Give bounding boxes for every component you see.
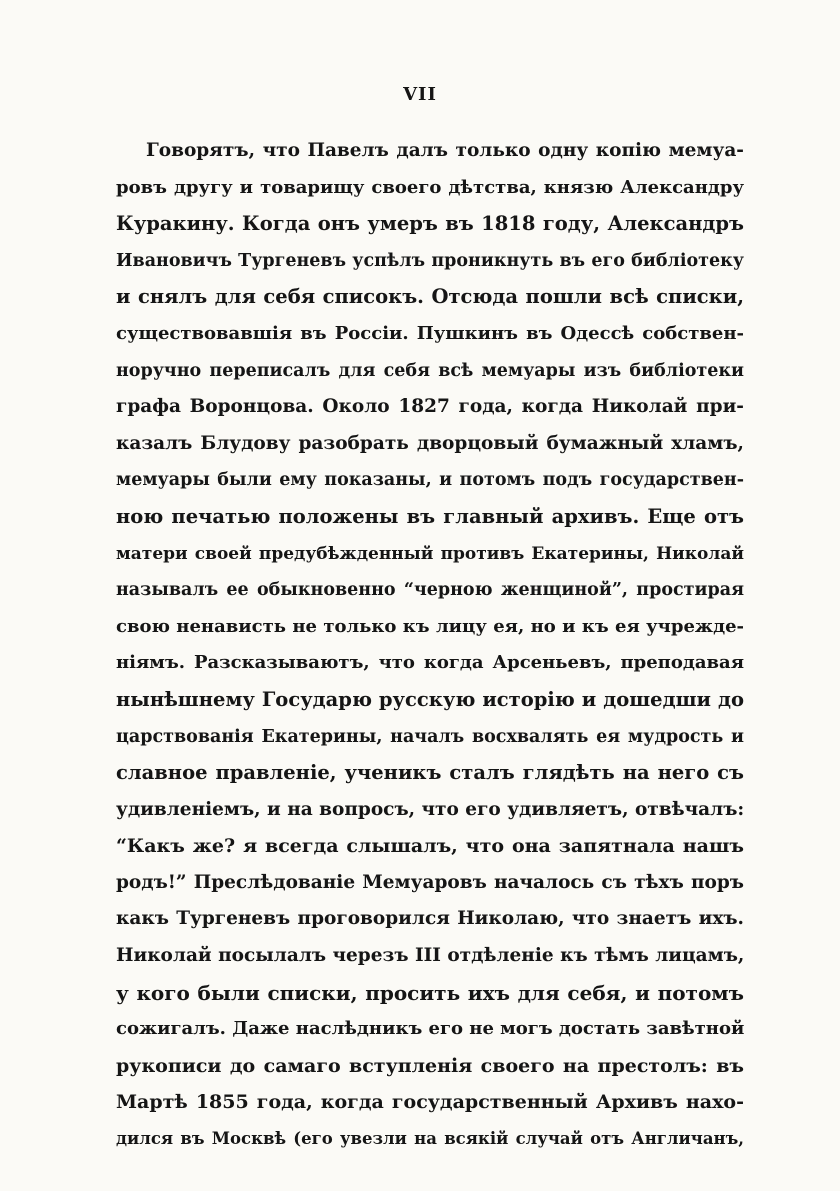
text-line: славное правленіе, ученикъ сталъ глядѣть на него съ	[116, 761, 744, 785]
text-line: нынѣшнему Государю русскую исторію и дошедши до	[116, 687, 744, 711]
text-line: у кого были списки, просить ихъ для себя, и потомъ	[116, 980, 744, 1005]
text-line: царствованія Екатерины, началъ восхвалять ея мудрость и	[116, 726, 744, 747]
page-body-text	[116, 133, 744, 1158]
text-line: удивленіемъ, и на вопросъ, что его удивляетъ, отвѣчалъ:	[116, 798, 744, 820]
text-line: матери своей предубѣжденный противъ Екатерины, Николай	[116, 543, 744, 564]
text-line: и снялъ для себя списокъ. Отсюда пошли всѣ списки,	[116, 285, 744, 309]
text-line: мемуары были ему показаны, и потомъ подъ государствен-	[116, 470, 744, 491]
text-line: какъ Тургеневъ проговорился Николаю, что знаетъ ихъ.	[116, 908, 744, 930]
text-line: ніямъ. Разсказываютъ, что когда Арсеньевъ, преподавая	[116, 652, 744, 674]
text-line: существовавшія въ Россіи. Пушкинъ въ Одессѣ собствен-	[116, 322, 744, 344]
text-line: сожигалъ. Даже наслѣдникъ его не могъ достать завѣтной	[116, 1018, 744, 1040]
text-line: называлъ ее обыкновенно “черною женщиной”, простирая	[116, 580, 744, 601]
text-line: Ивановичъ Тургеневъ успѣлъ проникнуть въ его библіотеку	[116, 250, 744, 271]
text-line: норучно переписалъ для себя всѣ мемуары изъ библіотеки	[116, 360, 744, 381]
text-line: рукописи до самаго вступленія своего на престолъ: въ	[116, 1054, 744, 1077]
text-line: Куракину. Когда онъ умеръ въ 1818 году, Александръ	[116, 212, 744, 236]
text-line: дился въ Москвѣ (его увезли на всякій случай отъ Англичанъ,	[116, 1129, 744, 1149]
text-line: Говорятъ, что Павелъ далъ только одну копію мемуа-	[146, 140, 744, 161]
text-line: “Какъ же? я всегда слышалъ, что она запятнала нашъ	[116, 835, 744, 858]
text-line: ною печатью положены въ главный архивъ. Еще отъ	[116, 504, 744, 528]
text-line: казалъ Блудову разобрать дворцовый бумажный хламъ,	[116, 432, 744, 454]
text-line: Мартѣ 1855 года, когда государственный Архивъ нахо-	[116, 1091, 744, 1114]
page-number: VII	[403, 84, 437, 105]
text-line: Николай посылалъ черезъ III отдѣленіе къ тѣмъ лицамъ,	[116, 945, 744, 967]
text-line: свою ненависть не только къ лицу ея, но и къ ея учрежде-	[116, 615, 744, 637]
text-line: графа Воронцова. Около 1827 года, когда Николай при-	[116, 396, 744, 418]
text-line: ровъ другу и товарищу своего дѣтства, князю Александру	[116, 176, 744, 198]
text-line: родъ!” Преслѣдованіе Мемуаровъ началось съ тѣхъ поръ	[116, 871, 744, 893]
